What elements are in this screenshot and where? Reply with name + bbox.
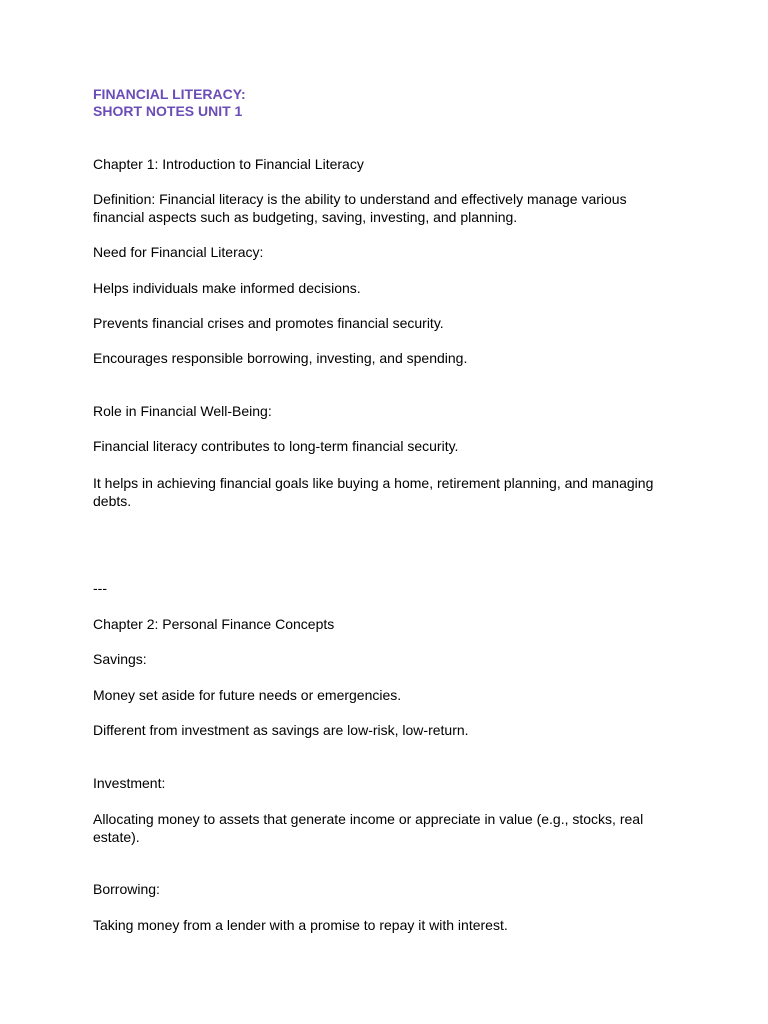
borrowing-heading: Borrowing: [93, 881, 160, 897]
savings-heading: Savings: [93, 651, 147, 667]
investment-heading: Investment: [93, 775, 166, 791]
section-separator: --- [93, 580, 107, 596]
need-point: Helps individuals make informed decisions. [93, 280, 361, 296]
title-line-2: SHORT NOTES UNIT 1 [93, 103, 243, 119]
definition-paragraph: Definition: Financial literacy is the ability to understand and effectively manage various financial aspects such as budgeting, saving, investing, and planning. [93, 191, 627, 225]
chapter1-heading: Chapter 1: Introduction to Financial Literacy [93, 156, 364, 172]
chapter2-heading: Chapter 2: Personal Finance Concepts [93, 616, 335, 632]
role-heading: Role in Financial Well-Being: [93, 403, 272, 419]
role-point: It helps in achieving financial goals like buying a home, retirement planning, and managing debts. [93, 475, 654, 509]
need-point: Prevents financial crises and promotes financial security. [93, 315, 444, 331]
need-point: Encourages responsible borrowing, investing, and spending. [93, 350, 468, 366]
savings-point: Different from investment as savings are low-risk, low-return. [93, 722, 469, 738]
role-point: Financial literacy contributes to long-term financial security. [93, 438, 459, 454]
title-line-1: FINANCIAL LITERACY: [93, 86, 246, 102]
document-title [93, 86, 673, 120]
need-heading: Need for Financial Literacy: [93, 244, 264, 260]
savings-point: Money set aside for future needs or emergencies. [93, 687, 402, 703]
borrowing-point: Taking money from a lender with a promise to repay it with interest. [93, 917, 508, 933]
investment-point: Allocating money to assets that generate income or appreciate in value (e.g., stocks, real estate). [93, 811, 644, 845]
